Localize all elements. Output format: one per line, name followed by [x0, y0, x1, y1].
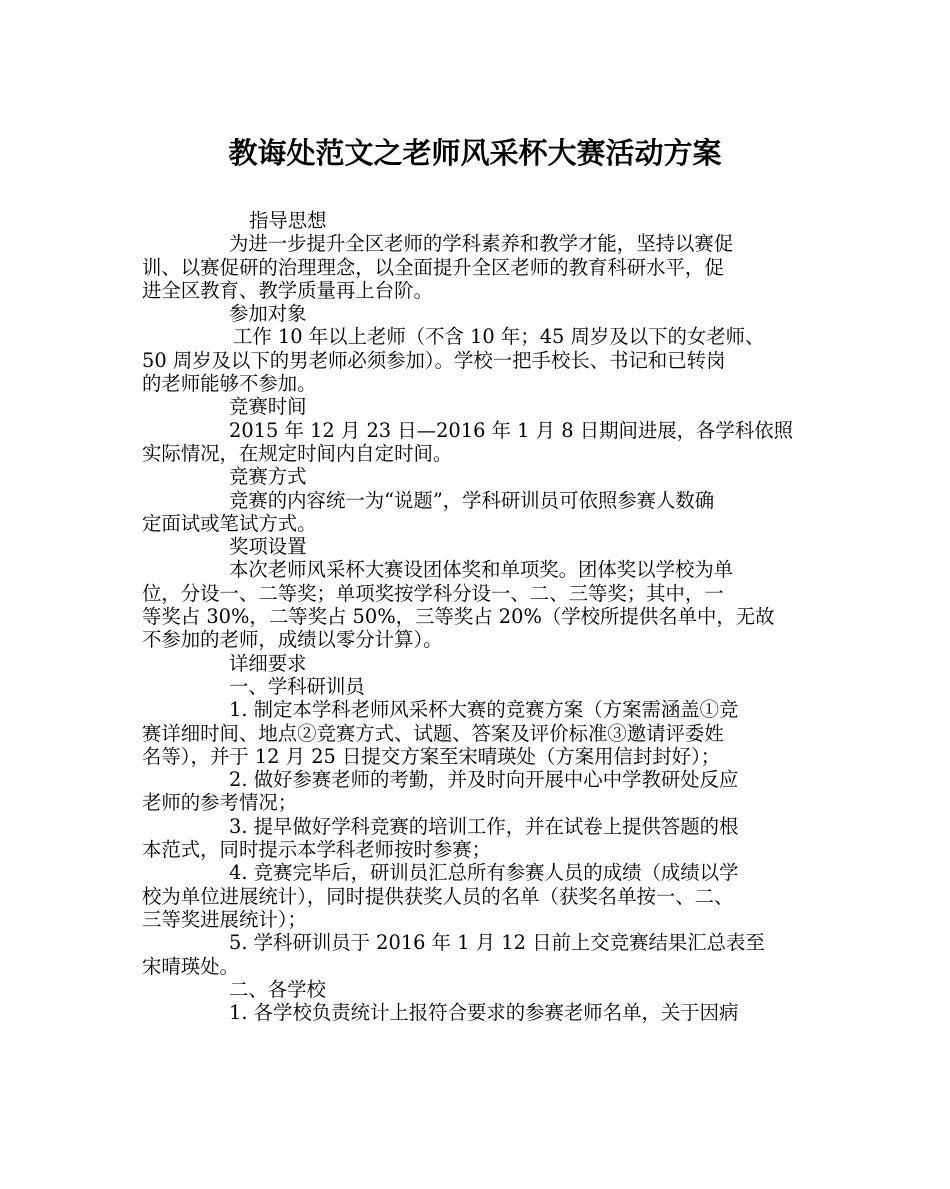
section-heading-participants: 参加对象: [229, 302, 307, 326]
paragraph-line: 4. 竞赛完毕后，研训员汇总所有参赛人员的成绩（成绩以学: [229, 861, 739, 885]
paragraph-line: 校为单位进展统计），同时提供获奖人员的名单（获奖名单按一、二、: [142, 884, 734, 908]
paragraph-line: 不参加的老师，成绩以零分计算）。: [142, 628, 443, 652]
paragraph-line: 的老师能够不参加。: [142, 372, 317, 396]
paragraph-line: 1. 各学校负责统计上报符合要求的参赛老师名单，关于因病: [229, 1001, 739, 1025]
paragraph-line: 竞赛的内容统一为“说题”，学科研训员可依照参赛人数确: [229, 488, 715, 512]
paragraph-line: 3. 提早做好学科竞赛的培训工作，并在试卷上提供答题的根: [229, 814, 739, 838]
section-heading-awards: 奖项设置: [229, 535, 307, 559]
section-heading-competition-format: 竞赛方式: [229, 465, 307, 489]
paragraph-line: 老师的参考情况；: [142, 791, 298, 815]
paragraph-line: 实际情况，在规定时间内自定时间。: [142, 441, 453, 465]
paragraph-line: 宋晴瑛处。: [142, 954, 239, 978]
paragraph-line: 位，分设一、二等奖；单项奖按学科分设一、二、三等奖；其中，一: [142, 581, 724, 605]
paragraph-line: 为进一步提升全区老师的学科素养和教学才能，坚持以赛促: [229, 232, 734, 256]
paragraph-line: 1. 制定本学科老师风采杯大赛的竞赛方案（方案需涵盖①竞: [229, 698, 739, 722]
paragraph-line: 三等奖进展统计）；: [142, 907, 307, 931]
paragraph-line: 50 周岁及以下的男老师必须参加）。学校一把手校长、书记和已转岗: [142, 348, 726, 372]
paragraph-line: 本范式，同时提示本学科老师按时参赛；: [142, 838, 492, 862]
document-body: [142, 209, 832, 1024]
paragraph-line: 5. 学科研训员于 2016 年 1 月 12 日前上交竞赛结果汇总表至: [229, 931, 765, 955]
paragraph-line: 训、以赛促研的治理理念，以全面提升全区老师的教育科研水平，促: [142, 255, 724, 279]
paragraph-line: 本次老师风采杯大赛设团体奖和单项奖。团体奖以学校为单: [229, 558, 734, 582]
section-heading-guiding-thought: 指导思想: [249, 209, 327, 232]
paragraph-line: 赛详细时间、地点②竞赛方式、试题、答案及评价标准③邀请评委姓: [142, 721, 724, 745]
paragraph-line: 工作 10 年以上老师（不含 10 年；45 周岁及以下的女老师、: [233, 325, 765, 349]
section-heading-competition-time: 竞赛时间: [229, 395, 307, 419]
paragraph-line: 2015 年 12 月 23 日—2016 年 1 月 8 日期间进展，各学科依照: [229, 418, 793, 442]
document-title: 教诲处范文之老师风采杯大赛活动方案: [228, 136, 722, 170]
paragraph-line: 等奖占 30%，二等奖占 50%，三等奖占 20%（学校所提供名单中，无故: [142, 605, 775, 629]
subsection-heading-subject-researchers: 一、学科研训员: [229, 674, 365, 698]
section-heading-requirements: 详细要求: [229, 651, 307, 675]
subsection-heading-schools: 二、各学校: [229, 977, 326, 1001]
paragraph-line: 进全区教育、教学质量再上台阶。: [142, 278, 433, 302]
paragraph-line: 2. 做好参赛老师的考勤，并及时向开展中心中学教研处反应: [229, 768, 739, 792]
paragraph-line: 定面试或笔试方式。: [142, 511, 317, 535]
paragraph-line: 名等），并于 12 月 25 日提交方案至宋晴瑛处（方案用信封封好）；: [142, 744, 721, 768]
